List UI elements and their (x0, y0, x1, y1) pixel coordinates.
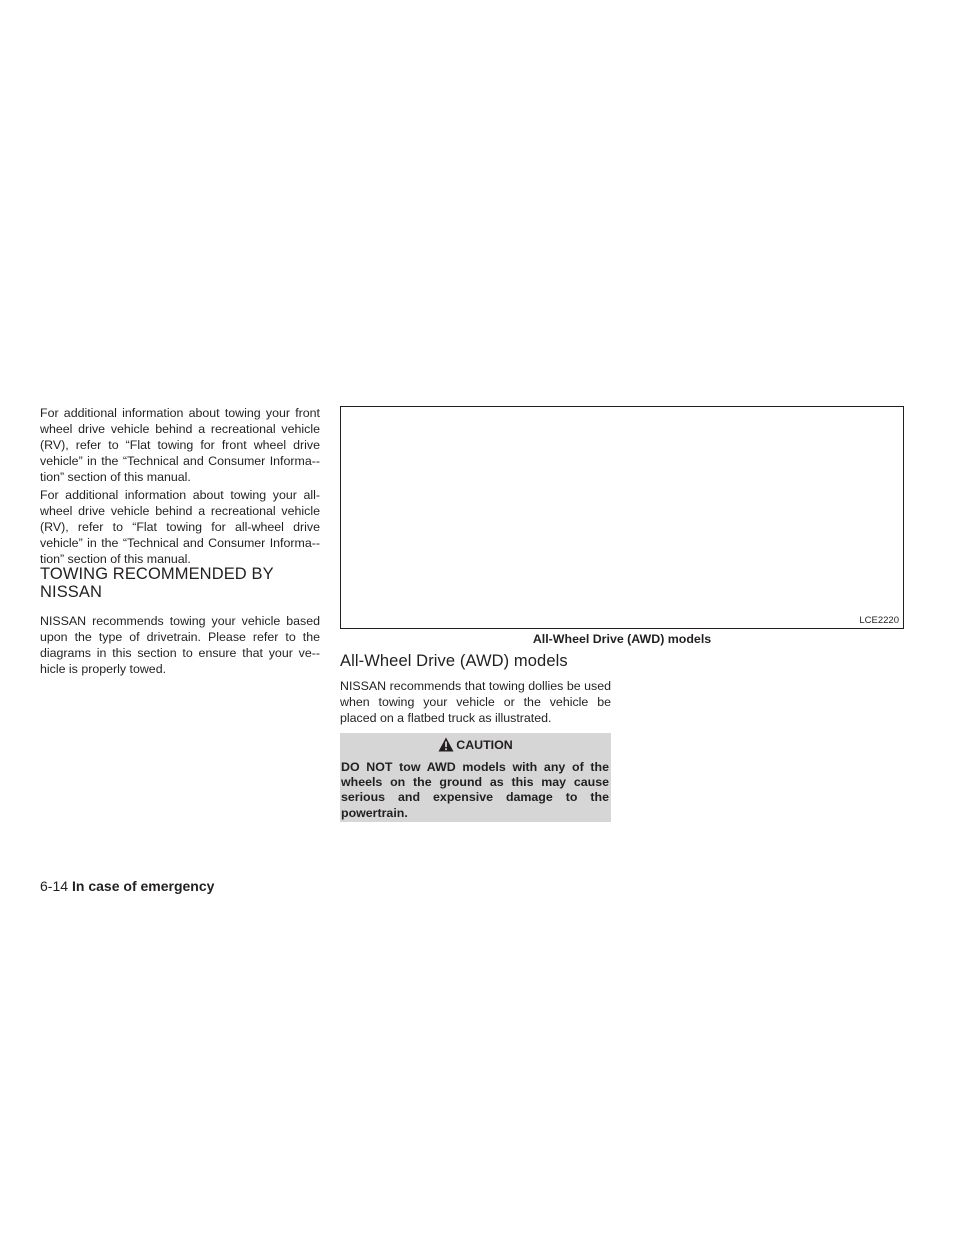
towing-fwd-paragraph: For additional information about towing your front wheel drive vehicle behind a recreational vehicle (RV), refer to “Flat towing for front wheel drive vehicle” in the “Technical and Consumer Informa-tion” section of this manual. (40, 406, 320, 484)
caution-box (340, 733, 611, 822)
awd-heading: All-Wheel Drive (AWD) models (340, 652, 568, 670)
section-heading (40, 565, 320, 601)
towing-illustration (340, 406, 904, 629)
section-heading-line1: TOWING RECOMMENDED BY (40, 565, 274, 583)
figure-code: LCE2220 (859, 615, 899, 626)
towing-awd-paragraph: For additional information about towing your all-wheel drive vehicle behind a recreational vehicle (RV), refer to “Flat towing for all-wheel drive vehicle” in the “Technical and Consumer Informa-tion” section of this manual. (40, 488, 320, 566)
section-heading-line2: NISSAN (40, 583, 103, 601)
caution-title: CAUTION (456, 738, 513, 752)
caution-text: DO NOT tow AWD models with any of the wheels on the ground as this may cause serious and expensive damage to the powertrain. (341, 760, 609, 820)
figure-caption: All-Wheel Drive (AWD) models (532, 632, 712, 646)
awd-paragraph: NISSAN recommends that towing dollies be used when towing your vehicle or the vehicle be placed on a flatbed truck as illustrated. (340, 679, 611, 725)
recommendation-paragraph: NISSAN recommends towing your vehicle based upon the type of drivetrain. Please refer to the diagrams in this section to ensure that your ve-hicle is properly towed. (40, 614, 320, 676)
caution-header (340, 737, 611, 753)
warning-icon (438, 737, 454, 752)
section-title: In case of emergency (72, 878, 215, 894)
page-footer (40, 878, 214, 894)
page-number: 6-14 (40, 878, 69, 894)
